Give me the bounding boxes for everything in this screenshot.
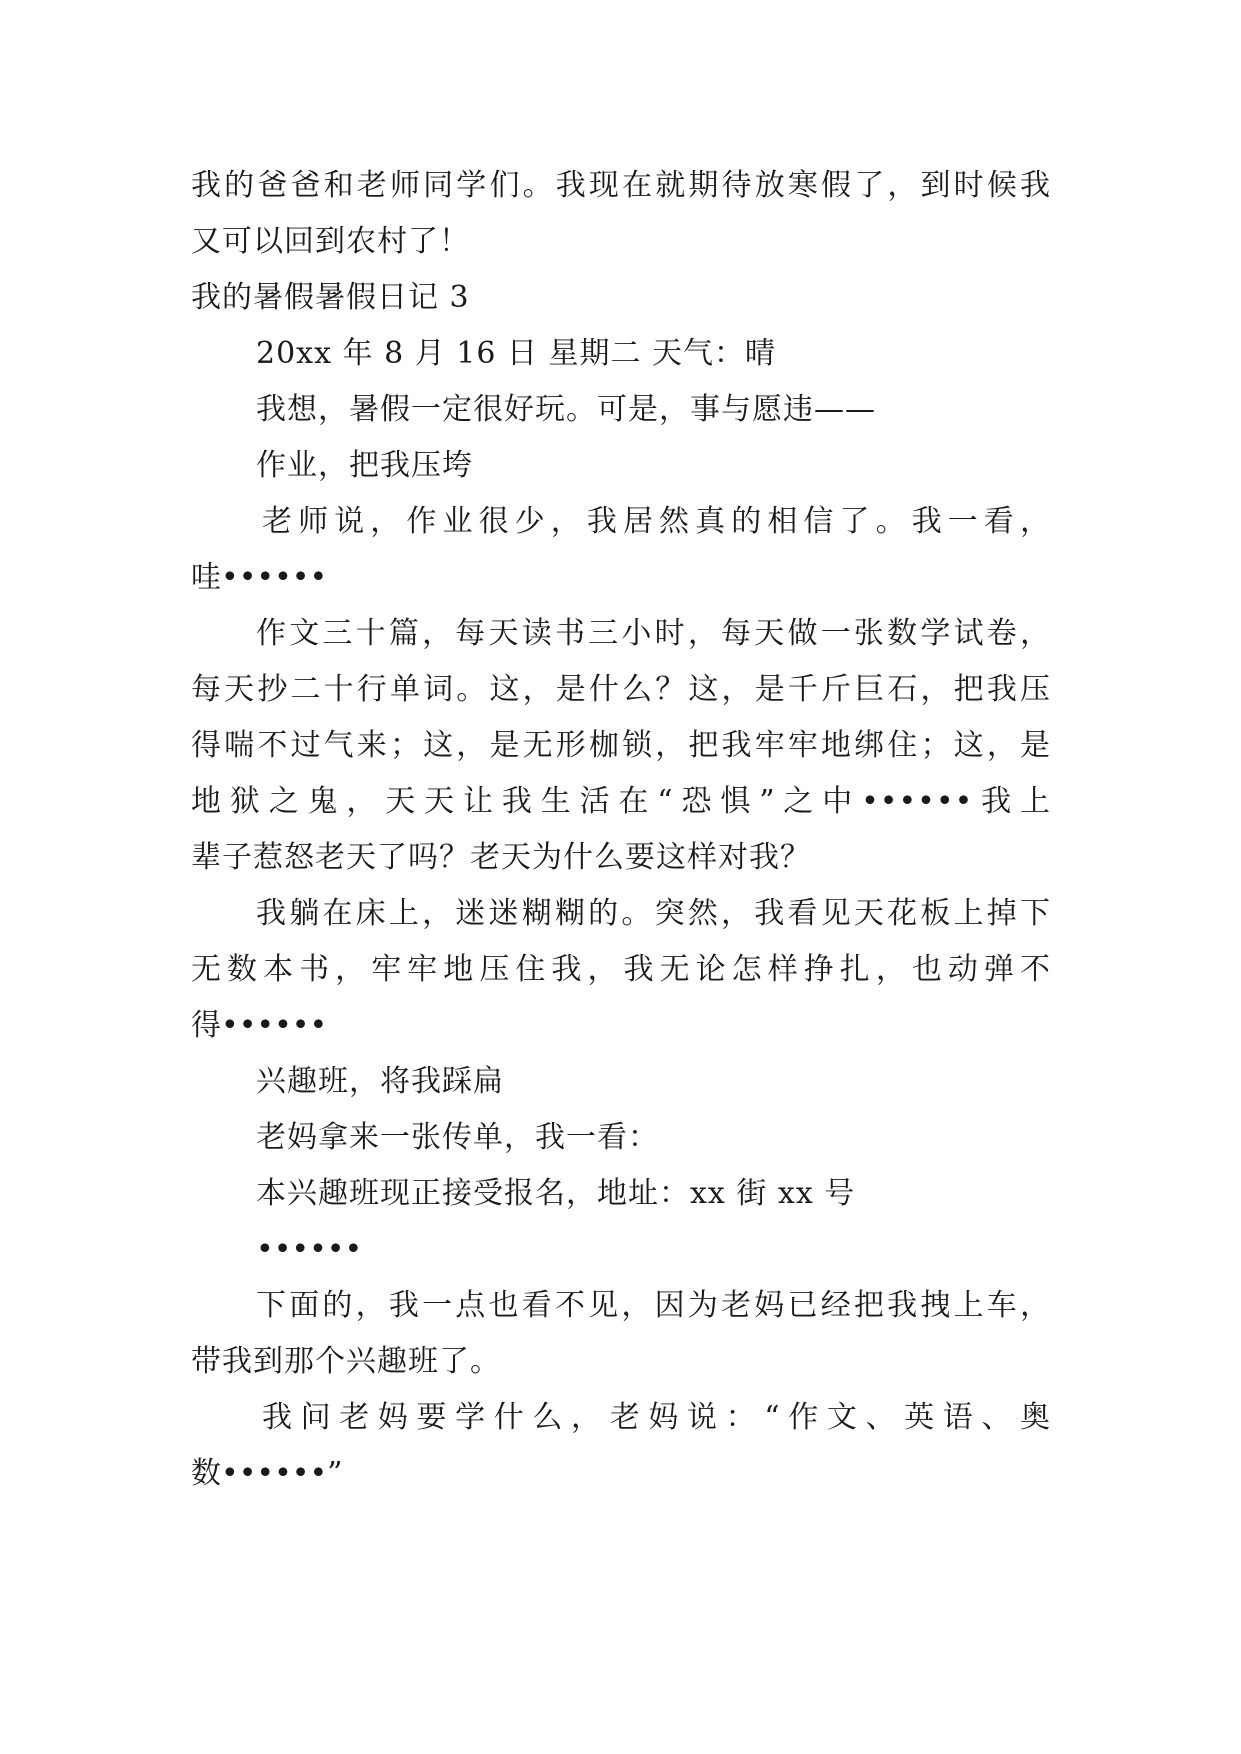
paragraph-line: 又可以回到农村了！ bbox=[191, 224, 470, 259]
paragraph-line: 每天抄二十行单词。这，是什么？这，是千斤巨石，把我压 bbox=[191, 672, 1051, 707]
paragraph-line: 老妈拿来一张传单，我一看： bbox=[256, 1120, 659, 1155]
paragraph-line: 带我到那个兴趣班了。 bbox=[191, 1344, 501, 1379]
paragraph-line: 得喘不过气来；这，是无形枷锁，把我牢牢地绑住；这，是 bbox=[191, 728, 1051, 763]
paragraph-line: 数••••••” bbox=[191, 1456, 343, 1491]
paragraph-line: 我躺在床上，迷迷糊糊的。突然，我看见天花板上掉下 bbox=[256, 896, 1051, 931]
subheading: 作业，把我压垮 bbox=[256, 448, 473, 483]
paragraph-line: 老师说，作业很少，我居然真的相信了。我一看， bbox=[262, 504, 1051, 539]
paragraph-line: 地狱之鬼，天天让我生活在“恐惧”之中••••••我上 bbox=[191, 784, 1051, 819]
subheading: 兴趣班，将我踩扁 bbox=[256, 1064, 504, 1099]
paragraph-line: 本兴趣班现正接受报名，地址：xx 街 xx 号 bbox=[256, 1176, 856, 1211]
paragraph-line: 作文三十篇，每天读书三小时，每天做一张数学试卷， bbox=[256, 616, 1051, 651]
section-title: 我的暑假暑假日记 3 bbox=[191, 280, 470, 315]
paragraph-line: •••••• bbox=[256, 1232, 363, 1267]
paragraph-line: 我想，暑假一定很好玩。可是，事与愿违—— bbox=[256, 392, 876, 427]
paragraph-line: 我问老妈要学什么，老妈说：“作文、英语、奥 bbox=[262, 1400, 1051, 1435]
paragraph-line: 我的爸爸和老师同学们。我现在就期待放寒假了，到时候我 bbox=[191, 168, 1051, 203]
paragraph-line: 辈子惹怒老天了吗？老天为什么要这样对我？ bbox=[191, 840, 811, 875]
diary-date-line: 20xx 年 8 月 16 日 星期二 天气：晴 bbox=[256, 336, 777, 371]
paragraph-line: 得•••••• bbox=[191, 1008, 328, 1043]
paragraph-line: 无数本书，牢牢地压住我，我无论怎样挣扎，也动弹不 bbox=[191, 952, 1051, 987]
paragraph-line: 下面的，我一点也看不见，因为老妈已经把我拽上车， bbox=[256, 1288, 1051, 1323]
paragraph-line: 哇•••••• bbox=[191, 560, 328, 595]
